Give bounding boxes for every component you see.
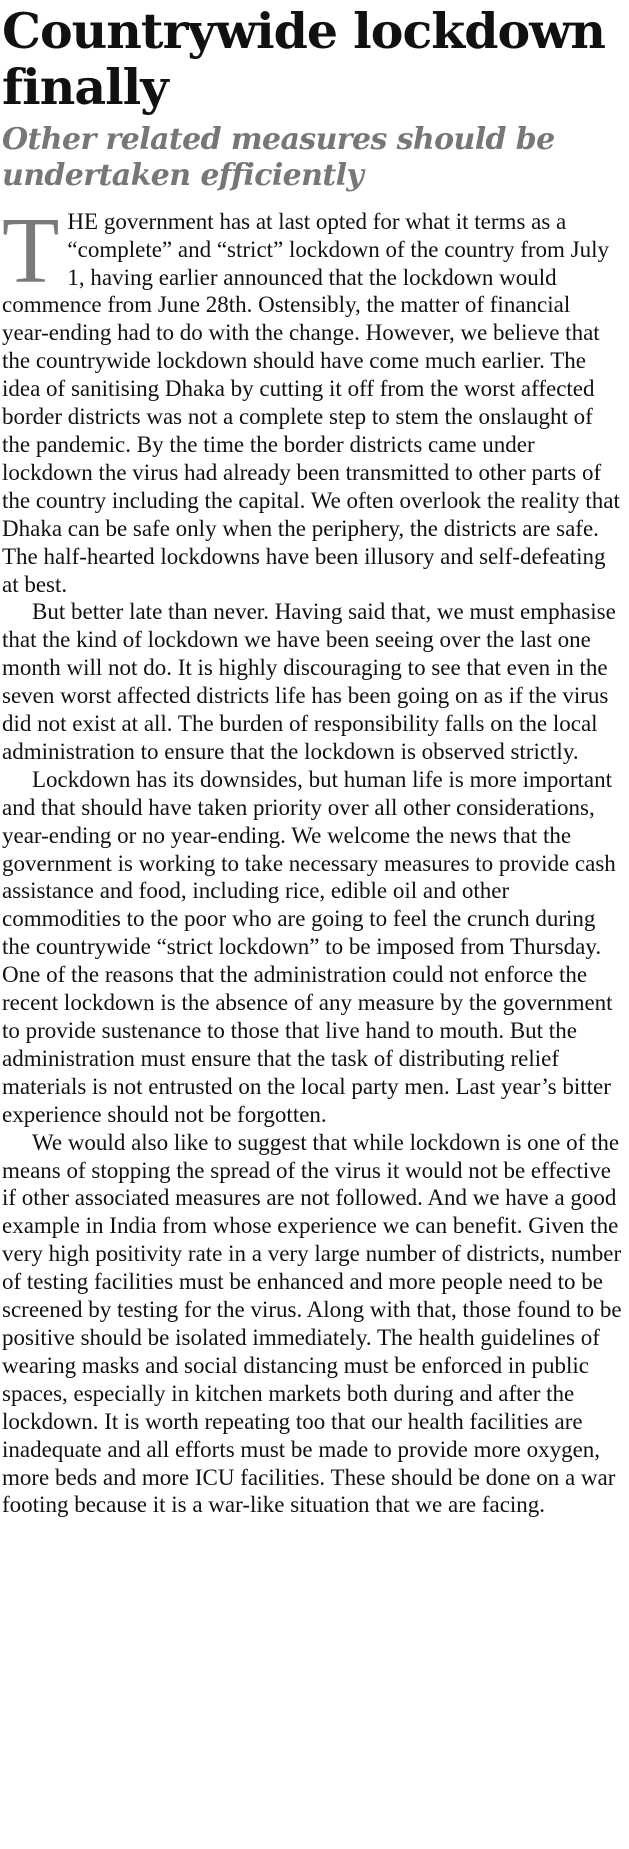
drop-cap: T xyxy=(2,198,60,303)
paragraph-2: But better late than never. Having said that, we must emphasise that the kind of lockdown we have been seeing over the last one month will not do. It is highly discouraging to see that even in the seven worst affected districts life has been going on as if the virus did not exist at all. The burden of responsibility falls on the local administration to ensure that the lockdown is observed strictly. xyxy=(2,599,616,764)
subheadline: Other related measures should be undertaken efficiently xyxy=(2,121,555,193)
paragraph-3: Lockdown has its downsides, but human life is more important and that should have taken priority over all other considerations, year-ending or no year-ending. We welcome the news that the government is working to take necessary measures to provide cash assistance and food, including rice, edible oil and other commodities to the poor who are going to feel the crunch during the countrywide “strict lockdown” to be imposed from Thursday. One of the reasons that the administration could not enforce the recent lockdown is the absence of any measure by the government to provide sustenance to those that live hand to mouth. But the administration must ensure that the task of distributing relief materials is not entrusted on the local party men. Last year’s bitter experience should not be forgotten. xyxy=(2,766,616,1127)
paragraph-1-text: HE government has at last opted for what it terms as a “complete” and “strict” lockdown of the country from July 1, having earlier announced that the lockdown would commence from June 28th. Ostensibly, the matter of financial year-ending had to do with the change. However, we believe that the countrywide lockdown should have come much earlier. The idea of sanitising Dhaka by cutting it off from the worst affected border districts was not a complete step to stem the onslaught of the pandemic. By the time the border districts came under lockdown the virus had already been transmitted to other parts of the country including the capital. We often overlook the reality that Dhaka can be safe only when the periphery, the districts are safe. The half-hearted lockdowns have been illusory and self-defeating at best. xyxy=(2,208,620,597)
editorial-article xyxy=(2,4,622,1519)
paragraph-1 xyxy=(2,198,622,599)
headline: Countrywide lockdown finally xyxy=(2,2,605,116)
article-body xyxy=(2,198,622,1520)
paragraph-4: We would also like to suggest that while lockdown is one of the means of stopping the spread of the virus it would not be effective if other associated measures are not followed. And we have a good example in India from whose experience we can benefit. Given the very high positivity rate in a very large number of districts, number of testing facilities must be enhanced and more people need to be screened by testing for the virus. Along with that, those found to be positive should be isolated immediately. The health guidelines of wearing masks and social distancing must be enforced in public spaces, especially in kitchen markets both during and after the lockdown. It is worth repeating too that our health facilities are inadequate and all efforts must be made to provide more oxygen, more beds and more ICU facilities. These should be done on a war footing because it is a war-like situation that we are facing. xyxy=(2,1129,622,1518)
